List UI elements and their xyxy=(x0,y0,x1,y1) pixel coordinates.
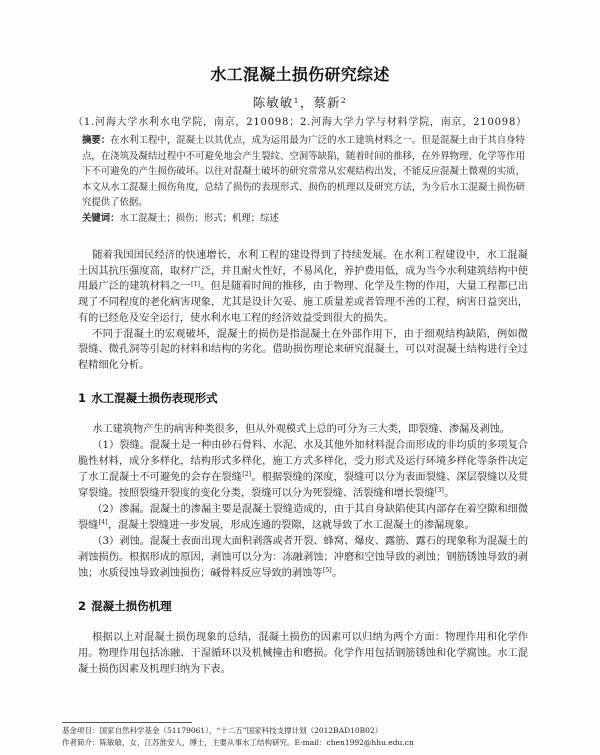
intro-paragraph-1 xyxy=(78,248,528,327)
item-term: 渗漏。 xyxy=(119,503,150,515)
section-2-heading xyxy=(78,598,600,614)
funding-note: 基金项目：国家自然科学基金（51179061），“十二五”国家科技支撑计划（2012BAD10B02） xyxy=(62,726,383,735)
keywords xyxy=(82,211,525,227)
footnotes xyxy=(62,722,562,749)
citation-mark: [4] xyxy=(98,519,108,527)
paragraph-text: 。但是随着时间的推移，由于物理、化学及生物的作用，大量工程都已出现了不同程度的老化病害现象，尤其是设计欠妥、施工质量差或者管理不善的工程，病害日益突出，有的已经危及安全运行，使水利水电工程的经济效益受到很大的损失。 xyxy=(78,281,529,324)
footnote-divider xyxy=(62,722,192,723)
citation-mark: [2] xyxy=(242,471,252,479)
paragraph-text: 混凝土是一种由砂石骨料、水泥、水及其他外加材料混合而形成的非均质的多项复合脆性材料，成分多样化，结构形式多样化，施工方式多样化，受力形式及运行环境多样化等条件决定了水工混凝土不可避免的会存在裂缝 xyxy=(78,439,529,483)
item-crack xyxy=(78,438,528,502)
citation-mark: [1] xyxy=(190,280,200,288)
author-bio-note: 作者简介：陈敏敏，女，江苏淮安人，博士，主要从事水工结构研究。E-mail：chen1992@hhu.edu.cn xyxy=(62,738,414,747)
affiliation: （1.河海大学水利水电学院，南京，210098；2.河海大学力学与材料学院，南京，210098） xyxy=(73,117,527,128)
keywords-text: 水工混凝土；损伤；形式；机理；综述 xyxy=(119,212,279,224)
paragraph-text: 。 xyxy=(332,567,343,579)
author-name-2: 蔡新 xyxy=(313,95,341,110)
paragraph-text: 混凝土表面出现大面积剥落或者开裂、蜂窝、爆皮、露筋、露石的现象称为混凝土的剥蚀损伤。根据形成的原因，剥蚀可以分为：冻融剥蚀；冲磨和空蚀导致的剥蚀；钢筋锈蚀导致的剥蚀；水质侵蚀导致剥蚀损伤；碱骨料反应导致的剥蚀等 xyxy=(78,535,529,579)
section-2-body xyxy=(78,630,528,678)
section-1-body xyxy=(78,422,528,582)
item-term: 剥蚀。 xyxy=(119,535,150,547)
abstract-label: 摘要： xyxy=(82,135,111,146)
introduction xyxy=(78,248,528,374)
abstract-text: 在水利工程中，混凝土以其优点，成为运用最为广泛的水工建筑材料之一。但是混凝土由于其自身特点，在浇筑及凝结过程中不可避免地会产生裂纹、空洞等缺陷，随着时间的推移，在外界物理、化学等作用下不可避免的产生损伤破坏。以往对混凝土破坏的研究常常从宏观结构出发，不能反应混凝土微观的实质，本文从水工混凝土损伤角度，总结了损伤的表现形式、损伤的机理以及研究方法，为今后水工混凝土损伤研究提供了依据。 xyxy=(82,135,525,208)
section-1-heading xyxy=(78,390,600,406)
intro-paragraph-2: 不同于混凝土的宏观破坏，混凝土的损伤是指混凝土在外部作用下，由于细观结构缺陷，例如微裂缝、微孔洞等引起的材料和结构的劣化。借助损伤理论来研究混凝土，可以对混凝土结构进行全过程精细化分析。 xyxy=(78,328,528,371)
item-leakage xyxy=(78,502,528,534)
paragraph-text: 。根据裂缝的深度，裂缝可以分为表面裂缝、深层裂缝以及贯穿裂缝。按照裂缝开裂度的变化分类，裂缝可以分为死裂缝、活裂缝和增长裂缝 xyxy=(78,471,529,499)
item-erosion xyxy=(78,534,528,582)
item-term: 裂缝。 xyxy=(119,439,150,451)
section-1-lead: 水工建筑物产生的病害种类很多，但从外观模式上总的可分为三大类，即裂缝、渗漏及剥蚀。 xyxy=(92,423,510,435)
item-marker: （1） xyxy=(92,439,120,451)
citation-mark: [5] xyxy=(322,567,332,575)
item-marker: （3） xyxy=(92,535,120,547)
paragraph-text: 随着我国国民经济的快速增长，水利工程的建设得到了持续发展。在水利工程建设中，水工混凝土因其抗压强度高，取材广泛，并且耐火性好，不易风化，养护费用低，成为当今水利建筑结构中使用最广泛的建筑材料之一 xyxy=(78,250,528,293)
section-number: 1 xyxy=(78,390,87,405)
author-line xyxy=(0,95,600,111)
affiliation-mark-2: 2 xyxy=(340,95,347,105)
paragraph-text: 混凝土的渗漏主要是混凝土裂缝造成的，由于其自身缺陷使其内部存在着空隙和细微裂缝 xyxy=(78,503,529,531)
section-2-paragraph: 根据以上对混凝土损伤现象的总结，混凝土损伤的因素可以归纳为两个方面：物理作用和化学作用。物理作用包括冻融、干湿循环以及机械撞击和磨损。化学作用包括钢筋锈蚀和化学腐蚀。水工混凝土损伤因素及机理归纳为下表。 xyxy=(78,631,528,675)
section-number: 2 xyxy=(78,598,87,613)
section-title: 水工混凝土损伤表现形式 xyxy=(91,390,218,405)
citation-mark: [3] xyxy=(434,487,444,495)
item-marker: （2） xyxy=(92,503,120,515)
author-separator: ， xyxy=(299,95,314,110)
keywords-label: 关键词： xyxy=(82,212,120,224)
section-title: 混凝土损伤机理 xyxy=(91,598,172,613)
paragraph-text: ，混凝土裂缝进一步发展，形成连通的裂隙，这就导致了水工混凝土的渗漏现象。 xyxy=(107,519,475,531)
paper-title: 水工混凝土损伤研究综述 xyxy=(210,65,390,84)
abstract-block xyxy=(82,133,525,226)
abstract xyxy=(82,133,525,211)
author-name-1: 陈敏敏 xyxy=(252,95,294,110)
affiliation-mark-1: 1 xyxy=(293,95,300,105)
paragraph-text: 。 xyxy=(444,487,455,499)
